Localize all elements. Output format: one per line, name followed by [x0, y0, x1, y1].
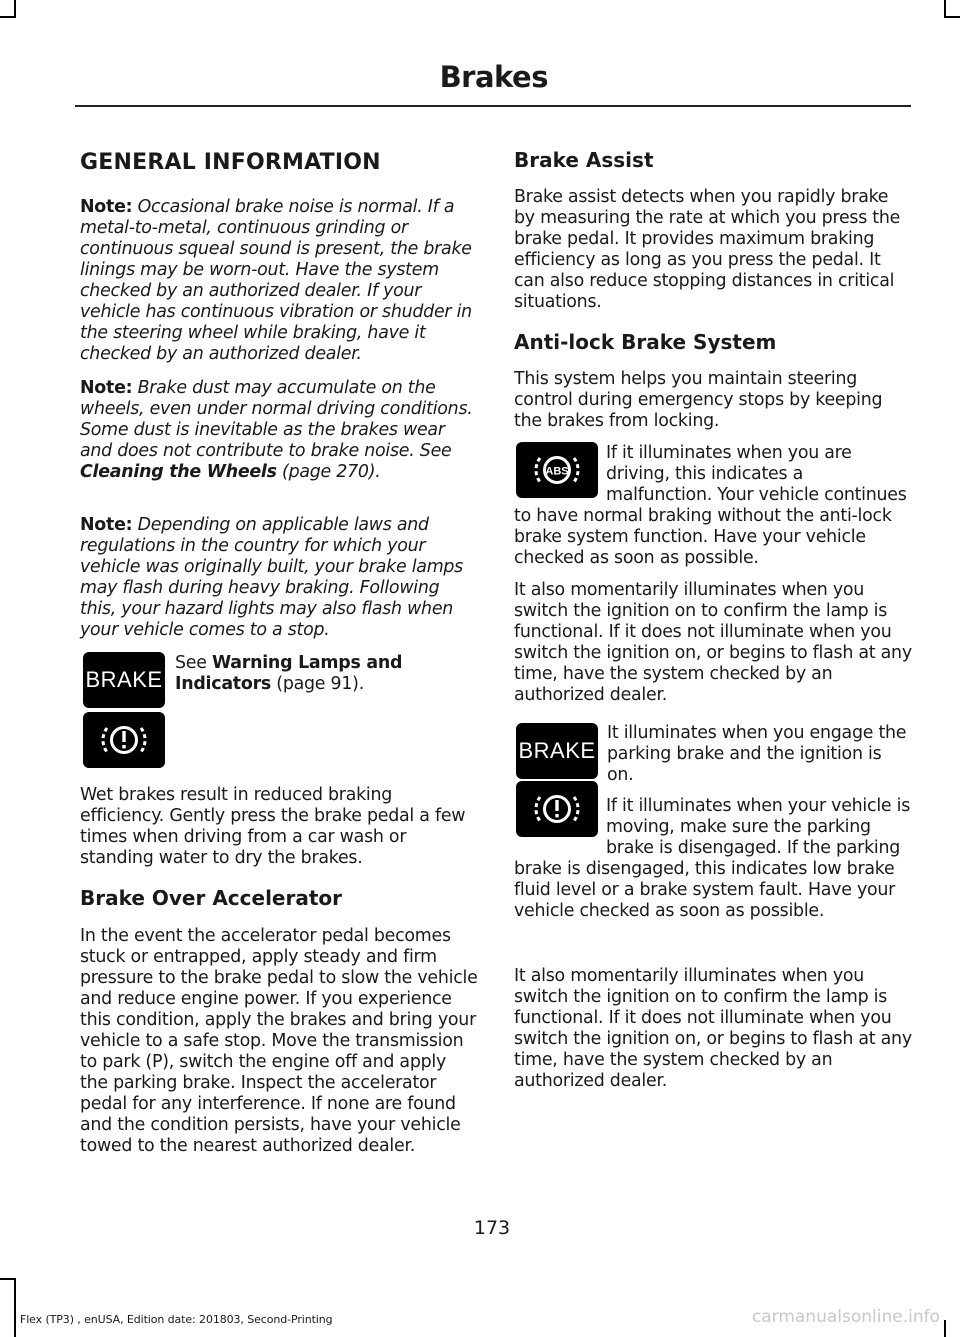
page-number: 173	[473, 1217, 511, 1239]
header-rule	[75, 105, 911, 107]
brake-system-warning-icon	[83, 712, 165, 768]
page-ref: (page 91).	[271, 674, 364, 694]
crop-mark	[944, 16, 960, 18]
note-label: Note:	[80, 378, 133, 398]
wet-brakes-paragraph: Wet brakes result in reduced braking efficiency. Gently press the brake pedal a few times when driving from a car wash or standing water to dry the brakes.	[80, 785, 466, 868]
note-text: Brake dust may accumulate on the wheels, even under normal driving conditions. Some dust is inevitable as the brakes wear and does not contribute to brake noise. See	[80, 378, 473, 461]
float-spacer	[514, 443, 606, 506]
xref-cleaning-wheels[interactable]: Cleaning the Wheels	[80, 462, 277, 482]
crop-mark	[14, 0, 16, 16]
note-brake-noise	[80, 197, 478, 365]
brake-lamp-label: BRAKE	[85, 667, 163, 692]
xref-warning-lamps[interactable]: Warning Lamps and Indicators	[175, 653, 403, 694]
crop-mark	[944, 0, 946, 16]
crop-mark	[14, 1278, 16, 1337]
watermark: carmanualsonline.info	[751, 1307, 940, 1327]
page-title: Brakes	[439, 60, 548, 94]
abs-momentary-paragraph: It also momentarily illuminates when you switch the ignition on to confirm the lamp is functional. If it does not illuminate when you switch the ignition on, or begins to flash at any time, have the system checked by an authorized dealer.	[514, 580, 912, 705]
note-text: Depending on applicable laws and regulations in the country for which your vehicle was originally built, your brake lamps may flash during heavy braking. Following this, your hazard lights may also flash when your vehicle comes to a stop.	[80, 515, 463, 640]
abs-lamp-paragraph	[514, 443, 912, 569]
section-heading-general-information: GENERAL INFORMATION	[80, 150, 381, 175]
heading-anti-lock-brake-system: Anti-lock Brake System	[514, 330, 777, 354]
note-label: Note:	[80, 515, 133, 535]
brake-warning-lamp-icon	[83, 652, 165, 708]
note-label: Note:	[80, 197, 133, 217]
heading-brake-over-accelerator: Brake Over Accelerator	[80, 886, 343, 910]
abs-lamp-label: ABS	[545, 465, 569, 478]
parking-brake-engage-paragraph: It illuminates when you engage the parking brake and the ignition is on.	[607, 723, 907, 785]
brake-over-accelerator-paragraph: In the event the accelerator pedal becomes stuck or entrapped, apply steady and firm pressure to the brake pedal to slow the vehicle and reduce engine power. If you experience this condition, apply the brakes and bring your vehicle to a safe stop. Move the transmission to park (P), switch the engine off and apply the parking brake. Inspect the accelerator pedal for any interference. If none are found and the condition persists, have your vehicle towed to the nearest authorized dealer.	[80, 926, 478, 1156]
heading-brake-assist: Brake Assist	[514, 148, 654, 172]
note-brake-lamps	[80, 515, 478, 641]
see-warning-lamps	[175, 653, 475, 695]
footer-edition: Flex (TP3) , enUSA, Edition date: 201803, Second-Printing	[20, 1313, 333, 1326]
page-ref: (page 270).	[276, 462, 381, 482]
brake-assist-paragraph: Brake assist detects when you rapidly brake by measuring the rate at which you press the brake pedal. It provides maximum braking efficiency as long as you press the pedal. It can also reduce stopping distances in critical situations.	[514, 187, 901, 312]
abs-intro-paragraph: This system helps you maintain steering control during emergency stops by keeping the brakes from locking.	[514, 369, 883, 431]
parking-brake-moving-paragraph	[514, 796, 912, 922]
crop-mark	[944, 1320, 946, 1337]
abs-lamp-text: If it illuminates when you are driving, this indicates a malfunction. Your vehicle continues to have normal braking without the anti-lock brake system function. Have your vehicle checked as soon as possible.	[514, 443, 907, 568]
see-prefix: See	[175, 653, 212, 673]
crop-mark	[0, 16, 16, 18]
brake-momentary-paragraph: It also momentarily illuminates when you switch the ignition on to confirm the lamp is functional. If it does not illuminate when you switch the ignition on, or begins to flash at any time, have the system checked by an authorized dealer.	[514, 966, 912, 1091]
brake-lamp-label: BRAKE	[518, 738, 596, 763]
exclamation-circle-icon	[98, 720, 150, 760]
parking-brake-lamp-icon	[516, 723, 598, 779]
brake-moving-text: If it illuminates when your vehicle is moving, make sure the parking brake is disengaged. If the parking brake is disengaged, this indicates low brake fluid level or a brake system fault. Have your vehicle checked as soon as possible.	[514, 796, 911, 921]
note-text: Occasional brake noise is normal. If a metal-to-metal, continuous grinding or continuous squeal sound is present, the brake linings may be worn-out. Have the system checked by an authorized dealer. If your vehicle has continuous vibration or shudder in the steering wheel while braking, have it checked by an authorized dealer.	[80, 197, 472, 364]
float-spacer	[514, 796, 606, 859]
note-brake-dust	[80, 378, 478, 483]
